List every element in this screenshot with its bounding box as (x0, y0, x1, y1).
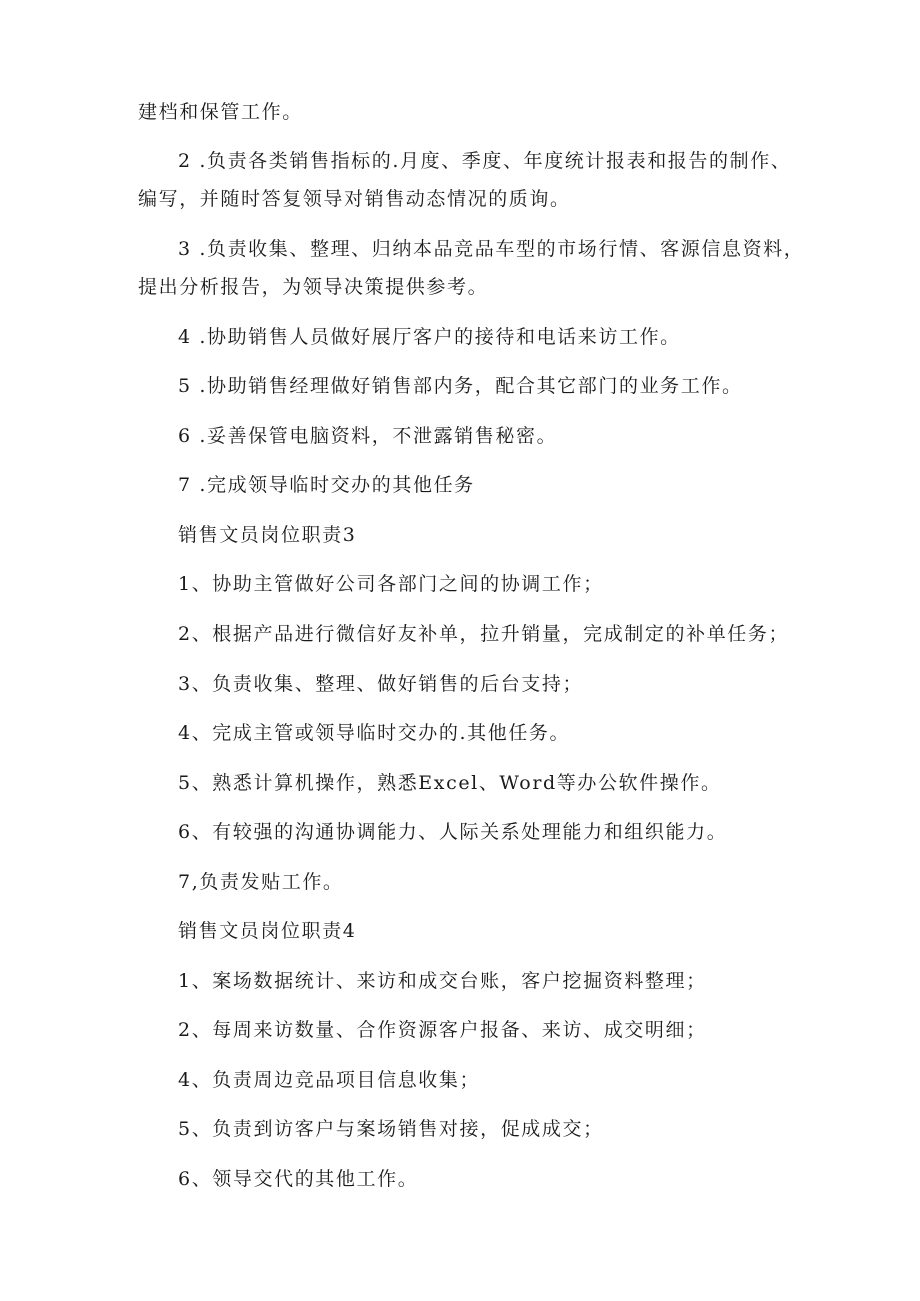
s3-item-7: 7,负责发贴工作。 (178, 871, 344, 893)
continuation-text: 建档和保管工作。 (138, 101, 303, 123)
duty-5: 5 .协助销售经理做好销售部内务，配合其它部门的业务工作。 (178, 375, 743, 397)
s4-item-1: 1、案场数据统计、来访和成交台账，客户挖掘资料整理； (178, 970, 707, 992)
duty-3-line-1: 3 .负责收集、整理、归纳本品竞品车型的市场行情、客源信息资料， (178, 238, 805, 260)
s3-item-3: 3、负责收集、整理、做好销售的后台支持； (178, 673, 584, 695)
s3-item-4: 4、完成主管或领导临时交办的.其他任务。 (178, 722, 571, 744)
s4-item-5: 5、负责到访客户与案场销售对接，促成成交； (178, 1118, 604, 1140)
s4-item-4: 4、负责周边竞品项目信息收集； (178, 1069, 481, 1091)
duty-2-line-1: 2 .负责各类销售指标的.月度、季度、年度统计报表和报告的制作、 (178, 150, 792, 172)
s3-item-5: 5、熟悉计算机操作，熟悉Excel、Word等办公软件操作。 (178, 772, 722, 794)
duty-4: 4 .协助销售人员做好展厅客户的接待和电话来访工作。 (178, 326, 681, 348)
duty-7: 7 .完成领导临时交办的其他任务 (178, 474, 475, 496)
s4-item-6: 6、领导交代的其他工作。 (178, 1168, 419, 1190)
duty-2-line-2: 编写，并随时答复领导对销售动态情况的质询。 (138, 188, 571, 210)
s3-item-6: 6、有较强的沟通协调能力、人际关系处理能力和组织能力。 (178, 821, 728, 843)
s3-item-2: 2、根据产品进行微信好友补单，拉升销量，完成制定的补单任务； (178, 623, 790, 645)
s3-item-1: 1、协助主管做好公司各部门之间的协调工作； (178, 573, 604, 595)
section-4-heading: 销售文员岗位职责4 (178, 920, 357, 942)
section-3-heading: 销售文员岗位职责3 (178, 524, 357, 546)
s4-item-2: 2、每周来访数量、合作资源客户报备、来访、成交明细； (178, 1019, 707, 1041)
duty-6: 6 .妥善保管电脑资料，不泄露销售秘密。 (178, 425, 558, 447)
duty-3-line-2: 提出分析报告，为领导决策提供参考。 (138, 276, 489, 298)
